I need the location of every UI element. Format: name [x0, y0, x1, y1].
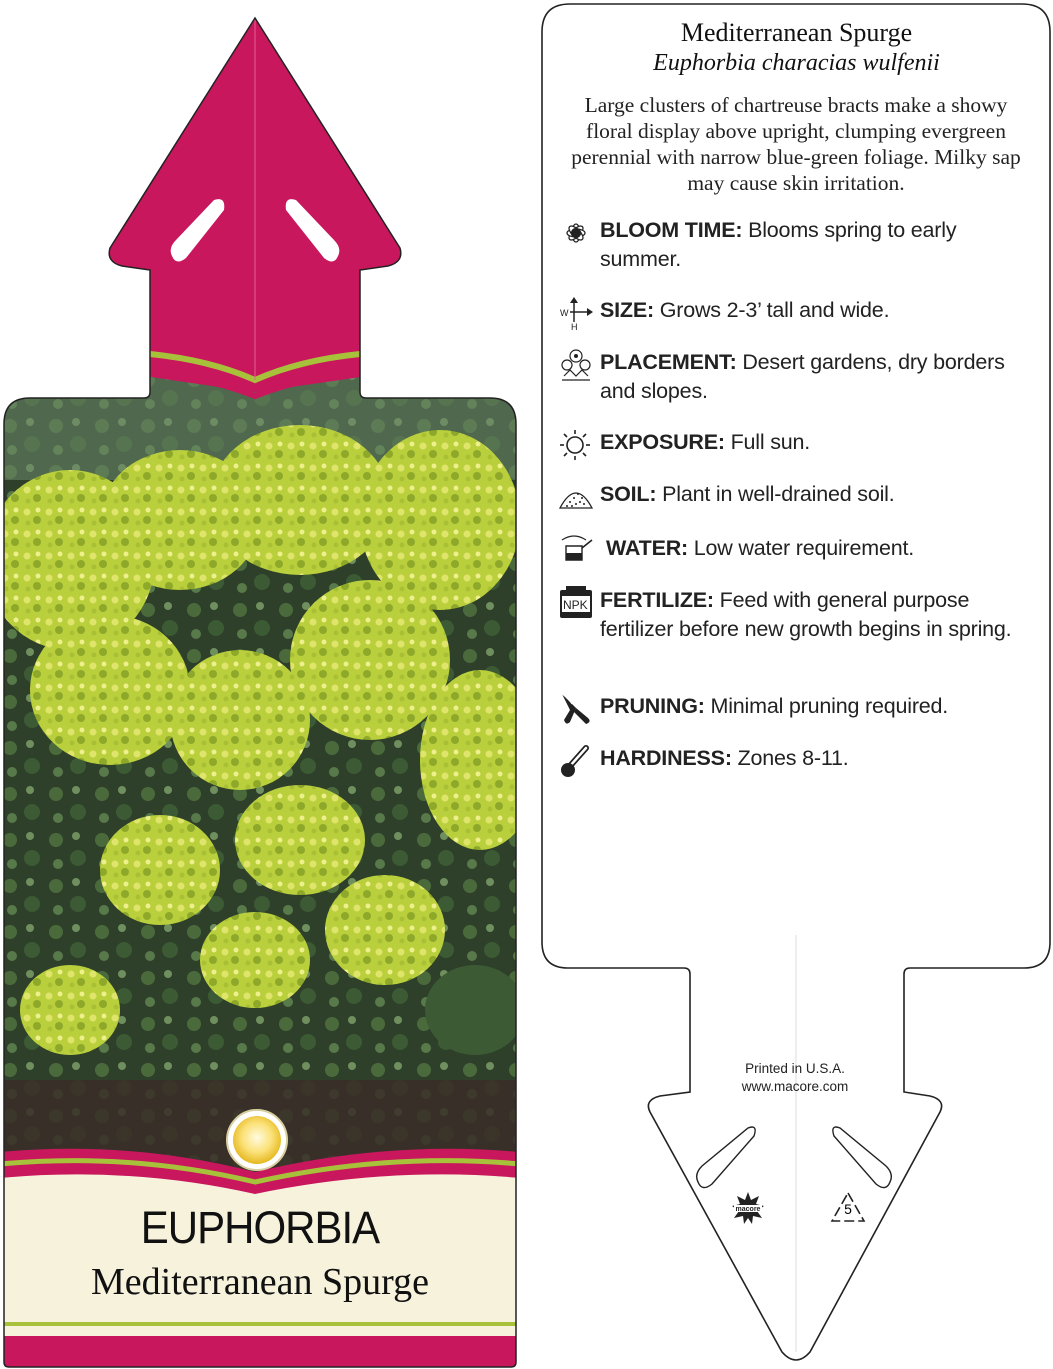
care-text: Zones 8-11. [731, 746, 849, 770]
macore-logo [728, 1190, 768, 1226]
care-text: Feed with general purpose fertilizer before new growth begins in spring. [600, 588, 1012, 641]
care-label: WATER: [606, 536, 688, 560]
care-label: FERTILIZE: [600, 588, 714, 612]
flower-icon [558, 216, 596, 250]
soil-icon [558, 480, 596, 514]
care-text: Plant in well-drained soil. [656, 482, 895, 506]
printed-info [690, 1060, 900, 1096]
printed-country: Printed in U.S.A. [745, 1061, 845, 1076]
care-text: Desert gardens, dry borders and slopes. [600, 350, 1005, 403]
care-label: HARDINESS: [600, 746, 732, 770]
size-w-label: W [560, 308, 569, 318]
pruners-icon [558, 692, 596, 726]
back-tag [538, 0, 1053, 1369]
care-label: SOIL: [600, 482, 657, 506]
back-latin-name: Euphorbia characias wulfenii [653, 50, 940, 76]
care-label: BLOOM TIME: [600, 218, 743, 242]
care-label: EXPOSURE: [600, 430, 725, 454]
care-text: Low water requirement. [688, 536, 915, 560]
thermometer-icon [558, 744, 596, 778]
plant-description: Large clusters of chartreuse bracts make a showy floral display above upright, clumping evergreen perennial with narrow blue-green foliage. Milky sap may cause skin irritation. [571, 93, 1021, 195]
recycle-number: 5 [844, 1201, 852, 1217]
back-common-name: Mediterranean Spurge [680, 18, 913, 47]
front-tag [0, 0, 520, 1369]
care-text: Blooms spring to early summer. [600, 218, 957, 271]
website-link[interactable]: www.macore.com [741, 1079, 849, 1094]
care-text: Full sun. [724, 430, 811, 454]
care-label: PLACEMENT: [600, 350, 737, 374]
watering-can-icon [558, 534, 596, 568]
fertilizer-icon [558, 586, 596, 620]
sun-icon [558, 428, 596, 462]
size-h-label: H [571, 322, 578, 330]
care-label: PRUNING: [600, 694, 705, 718]
npk-label: NPK [563, 598, 588, 612]
full-sun-icon [227, 1110, 287, 1170]
svg-text:macore: macore [735, 1206, 761, 1213]
front-common-name: Mediterranean Spurge [90, 1261, 429, 1303]
front-genus-name: EUPHORBIA [140, 1202, 380, 1253]
placement-flowers-icon [558, 348, 596, 382]
care-text: Minimal pruning required. [704, 694, 949, 718]
care-label: SIZE: [600, 298, 654, 322]
care-text: Grows 2-3’ tall and wide. [653, 298, 890, 322]
size-arrows-icon [558, 296, 596, 330]
